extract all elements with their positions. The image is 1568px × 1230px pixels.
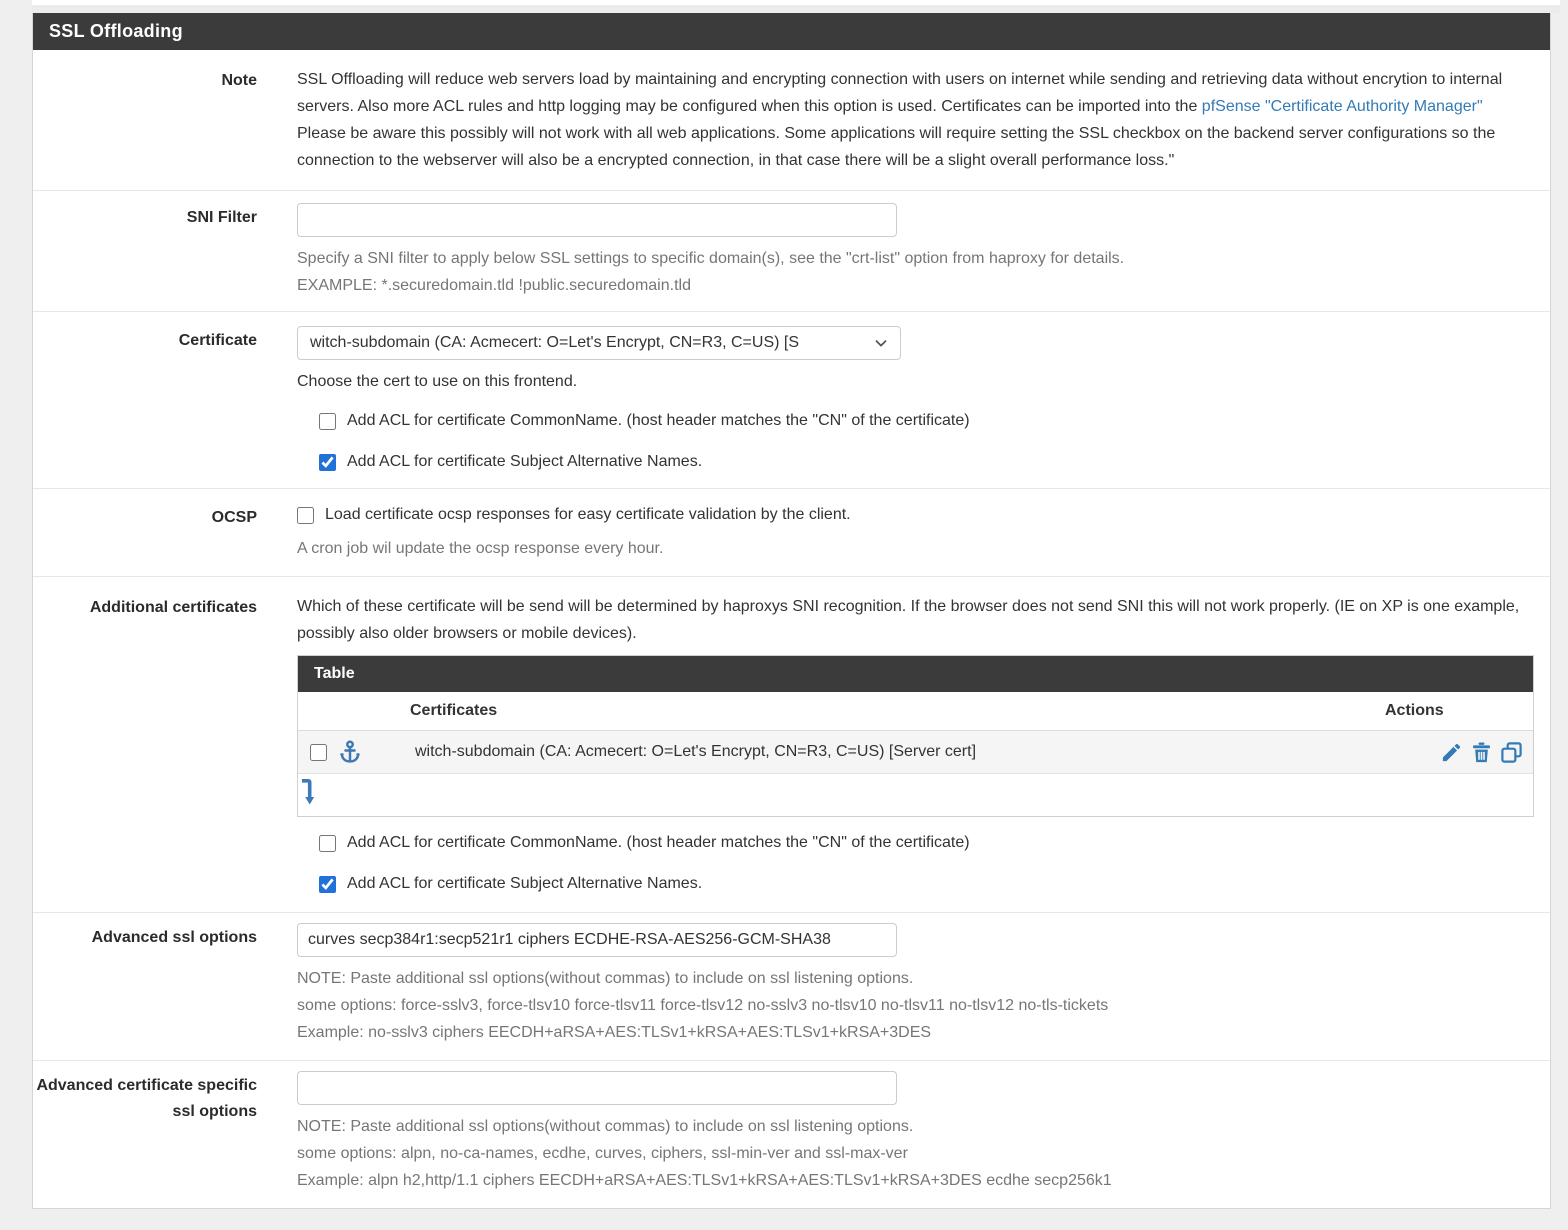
copy-icon[interactable]	[1500, 741, 1523, 764]
acl-san-checkbox[interactable]	[319, 454, 336, 471]
acl-commonname-label: Add ACL for certificate CommonName. (host header matches the "CN" of the certificate)	[347, 412, 970, 429]
certificate-select[interactable]	[297, 326, 901, 360]
acl-san-checkbox-row[interactable]	[319, 450, 1534, 474]
anchor-icon[interactable]	[337, 739, 363, 765]
certificate-label: Certificate	[178, 332, 257, 349]
additional-acl-commonname-checkbox-row[interactable]	[319, 831, 1534, 855]
additional-acl-commonname-checkbox[interactable]	[319, 835, 336, 852]
certificate-row	[33, 311, 1550, 488]
row-actions	[1440, 741, 1525, 764]
additional-acl-san-checkbox-row[interactable]	[319, 872, 1534, 896]
add-row-arrow-icon[interactable]	[300, 777, 320, 807]
additional-certificates-row	[33, 576, 1550, 912]
sni-filter-label: SNI Filter	[186, 209, 257, 226]
ocsp-row	[33, 488, 1550, 576]
ocsp-checkbox-label: Load certificate ocsp responses for easy certificate validation by the client.	[325, 506, 851, 523]
ocsp-checkbox-row[interactable]	[297, 503, 1534, 527]
delete-trash-icon[interactable]	[1470, 741, 1493, 764]
ssl-offloading-panel	[32, 13, 1551, 1209]
ocsp-checkbox[interactable]	[297, 507, 314, 524]
chevron-down-icon	[872, 334, 890, 352]
table-column-headers	[298, 692, 1533, 731]
advanced-cert-ssl-options-notes: NOTE: Paste additional ssl options(without commas) to include on ssl listening options. some options: alpn, no-ca-names, ecdhe, curves, ciphers, ssl-min-ver and ssl-max-ver Example: alpn h2,http/1.1 ciphers EECDH+aRSA+AES:TLSv1+kRSA+AES:TLSv1+kRSA+3DES ecdhe secp256k1	[297, 1118, 1112, 1189]
certificate-authority-manager-link[interactable]: pfSense "Certificate Authority Manager"	[1201, 98, 1483, 115]
sni-filter-input[interactable]	[297, 203, 897, 237]
advanced-cert-ssl-options-input[interactable]	[297, 1071, 897, 1105]
row-certificate-text: witch-subdomain (CA: Acmecert: O=Let's Encrypt, CN=R3, C=US) [Server cert]	[415, 743, 977, 760]
advanced-cert-ssl-options-row	[33, 1060, 1550, 1208]
panel-title: SSL Offloading	[33, 13, 1550, 50]
actions-column-header: Actions	[1385, 702, 1444, 719]
acl-commonname-checkbox-row[interactable]	[319, 409, 1534, 433]
acl-san-label: Add ACL for certificate Subject Alternative Names.	[347, 453, 703, 470]
table-title: Table	[298, 656, 1533, 692]
sni-filter-help: Specify a SNI filter to apply below SSL settings to specific domain(s), see the "crt-list" option from haproxy for details. EXAMPLE: *.securedomain.tld !public.securedomain.tld	[297, 250, 1125, 294]
additional-acl-commonname-label: Add ACL for certificate CommonName. (host header matches the "CN" of the certificate)	[347, 834, 970, 851]
table-row	[298, 731, 1533, 774]
edit-pencil-icon[interactable]	[1440, 741, 1463, 764]
ocsp-label: OCSP	[211, 509, 257, 526]
additional-certificates-label: Additional certificates	[89, 599, 257, 616]
certificates-table	[297, 655, 1534, 817]
certificate-help: Choose the cert to use on this frontend.	[297, 373, 578, 390]
sni-filter-row	[33, 190, 1550, 311]
note-label: Note	[221, 72, 257, 89]
additional-certificates-text: Which of these certificate will be send will be determined by haproxys SNI recognition. If the browser does not send SNI this will not work properly. (IE on XP is one example, possibly also older browsers or mobile devices).	[297, 598, 1520, 642]
advanced-ssl-options-notes: NOTE: Paste additional ssl options(without commas) to include on ssl listening options. some options: force-sslv3, force-tlsv10 force-tlsv11 force-tlsv12 no-sslv3 no-tlsv10 no-tlsv11 no-tlsv12 no-tls-tickets Example: no-sslv3 ciphers EECDH+aRSA+AES:TLSv1+kRSA+AES:TLSv1+kRSA+3DES	[297, 970, 1109, 1041]
ocsp-help: A cron job wil update the ocsp response every hour.	[297, 540, 664, 557]
additional-acl-san-checkbox[interactable]	[319, 876, 336, 893]
acl-commonname-checkbox[interactable]	[319, 413, 336, 430]
advanced-cert-ssl-options-label: Advanced certificate specific ssl options	[36, 1077, 257, 1120]
advanced-ssl-options-input[interactable]	[297, 923, 897, 957]
note-row	[33, 50, 1550, 190]
certificate-select-value: witch-subdomain (CA: Acmecert: O=Let's Encrypt, CN=R3, C=US) [S	[310, 334, 799, 351]
advanced-ssl-options-label: Advanced ssl options	[91, 929, 257, 946]
certificates-column-header: Certificates	[410, 702, 498, 719]
note-text: SSL Offloading will reduce web servers load by maintaining and encrypting connection with users on internet while sending and retrieving data without encrytion to internal servers. Also more ACL rules and http logging may be configured when this option is used. Certificates can be imported into the pfSense "Certificate Authority Manager" Please be aware this possibly will not work with all web applications. Some applications will require setting the SSL checkbox on the backend server configurations so the connection to the webserver will also be a encrypted connection, in that case there will be a slight overall performance loss."	[297, 71, 1503, 169]
advanced-ssl-options-row	[33, 912, 1550, 1060]
top-gap	[32, 5, 1560, 13]
row-select-checkbox[interactable]	[310, 744, 327, 761]
table-footer	[298, 774, 1533, 816]
additional-acl-san-label: Add ACL for certificate Subject Alternative Names.	[347, 875, 703, 892]
